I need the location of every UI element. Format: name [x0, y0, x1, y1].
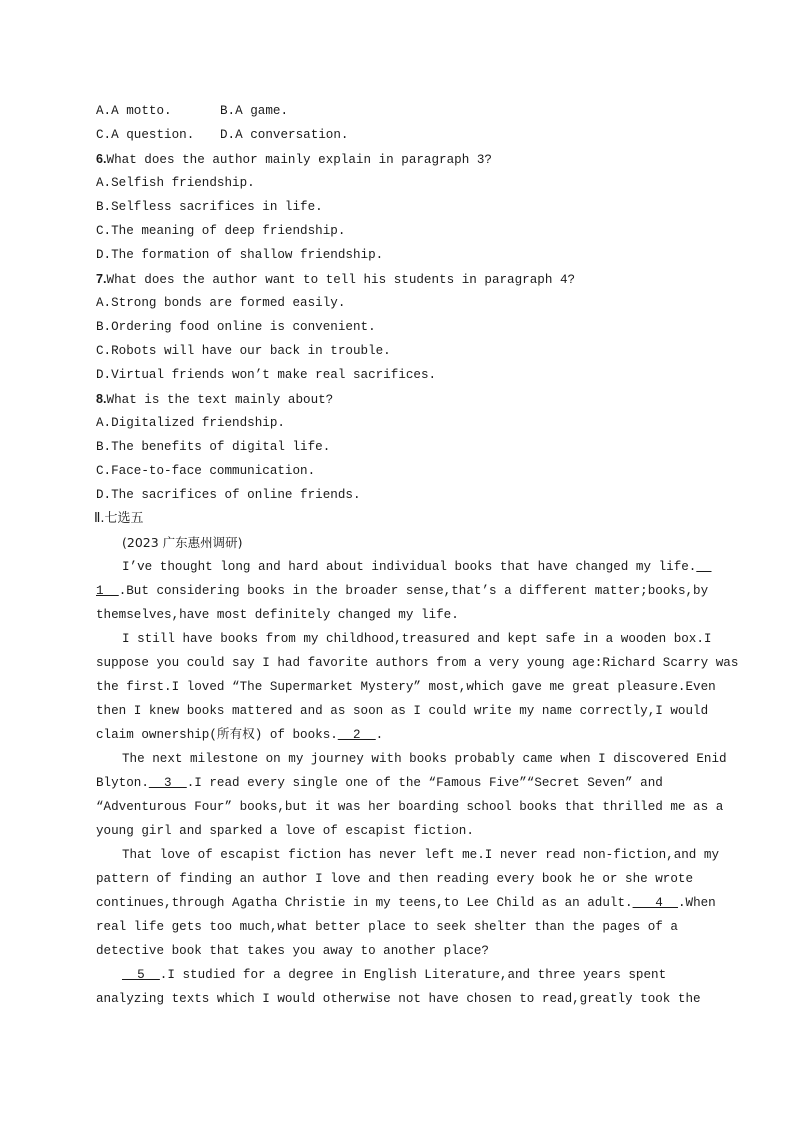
p2-text-5: claim ownership(所有权) of books. — [96, 728, 338, 742]
q8-option-b: B.The benefits of digital life. — [96, 440, 331, 454]
q6-number: 6. — [96, 152, 107, 166]
p4-line-4: real life gets too much,what better place to seek shelter than the pages of a — [96, 920, 678, 934]
p3-text-2: Blyton. — [96, 776, 149, 790]
q5-options-row-1 — [96, 99, 696, 123]
p1-line-3: themselves,have most definitely changed my life. — [96, 608, 459, 622]
document-page — [94, 99, 739, 1011]
blank-2: __2__ — [337, 728, 376, 742]
p2-line-4: then I knew books mattered and as soon as I could write my name correctly,I would — [96, 704, 709, 718]
p5-text-1: .I studied for a degree in English Literature,and three years spent — [159, 968, 667, 982]
q8-option-a: A.Digitalized friendship. — [96, 416, 285, 430]
p4-line-1: That love of escapist fiction has never left me.I never read non-fiction,and my — [122, 848, 720, 862]
blank-5: __5__ — [122, 968, 160, 982]
q8-stem-text: What is the text mainly about? — [106, 393, 334, 407]
p1-line-2 — [96, 579, 709, 603]
q7-option-d: D.Virtual friends won’t make real sacrifices. — [96, 368, 437, 382]
q7-option-b: B.Ordering food online is convenient. — [96, 320, 376, 334]
q7-stem-text: What does the author want to tell his students in paragraph 4? — [106, 273, 576, 287]
q6-stem — [96, 147, 696, 171]
p2-line-5 — [96, 723, 696, 747]
q8-option-d: D.The sacrifices of online friends. — [96, 488, 361, 502]
p5-line-1 — [96, 963, 696, 987]
p3-text-2-end: .I read every single one of the “Famous Five”“Secret Seven” and — [186, 776, 663, 790]
q5-option-b: B.A game. — [220, 104, 289, 118]
p3-line-4: young girl and sparked a love of escapist fiction. — [96, 824, 474, 838]
q6-option-a: A.Selfish friendship. — [96, 176, 255, 190]
p4-line-5: detective book that takes you away to another place? — [96, 944, 489, 958]
q5-option-a: A.A motto. — [96, 104, 172, 118]
p4-line-2: pattern of finding an author I love and then reading every book he or she wrote — [96, 872, 694, 886]
p1-line-1 — [96, 555, 712, 579]
p2-line-3: the first.I loved “The Supermarket Mystery” most,which gave me great pleasure.Even — [96, 680, 716, 694]
q8-option-c: C.Face-to-face communication. — [96, 464, 316, 478]
p4-text-3-end: .When — [677, 896, 716, 910]
p3-line-1: The next milestone on my journey with books probably came when I discovered Enid — [122, 752, 727, 766]
p1-text-2: .But considering books in the broader sense,that’s a different matter;books,by — [118, 584, 709, 598]
p3-line-3: “Adventurous Four” books,but it was her boarding school books that thrilled me as a — [96, 800, 724, 814]
p1-text-1: I’ve thought long and hard about individual books that have changed my life. — [122, 560, 697, 574]
blank-4: ___4__ — [632, 896, 678, 910]
p5-line-2: analyzing texts which I would otherwise not have chosen to read,greatly took the — [96, 992, 701, 1006]
q5-option-d: D.A conversation. — [220, 128, 349, 142]
q6-option-d: D.The formation of shallow friendship. — [96, 248, 384, 262]
q8-stem — [96, 387, 696, 411]
p2-line-2: suppose you could say I had favorite authors from a very young age:Richard Scarry was — [96, 656, 739, 670]
blank-1: 1__ — [96, 584, 119, 598]
p2-text-5-end: . — [375, 728, 384, 742]
p4-text-3: continues,through Agatha Christie in my teens,to Lee Child as an adult. — [96, 896, 633, 910]
q7-option-c: C.Robots will have our back in trouble. — [96, 344, 391, 358]
q7-number: 7. — [96, 272, 107, 286]
blank-1-start: __ — [696, 560, 712, 574]
section-source: (2023 广东惠州调研) — [122, 535, 243, 550]
p4-line-3 — [96, 891, 716, 915]
p3-line-2 — [96, 771, 696, 795]
q6-stem-text: What does the author mainly explain in paragraph 3? — [106, 153, 492, 167]
section-title: Ⅱ.七选五 — [94, 511, 144, 526]
q6-option-b: B.Selfless sacrifices in life. — [96, 200, 323, 214]
p2-line-1: I still have books from my childhood,treasured and kept safe in a wooden box.I — [122, 632, 712, 646]
q7-option-a: A.Strong bonds are formed easily. — [96, 296, 346, 310]
q7-stem — [96, 267, 696, 291]
q8-number: 8. — [96, 392, 107, 406]
q5-option-c: C.A question. — [96, 128, 195, 142]
blank-3: __3__ — [148, 776, 187, 790]
q5-options-row-2 — [96, 123, 696, 147]
q6-option-c: C.The meaning of deep friendship. — [96, 224, 346, 238]
